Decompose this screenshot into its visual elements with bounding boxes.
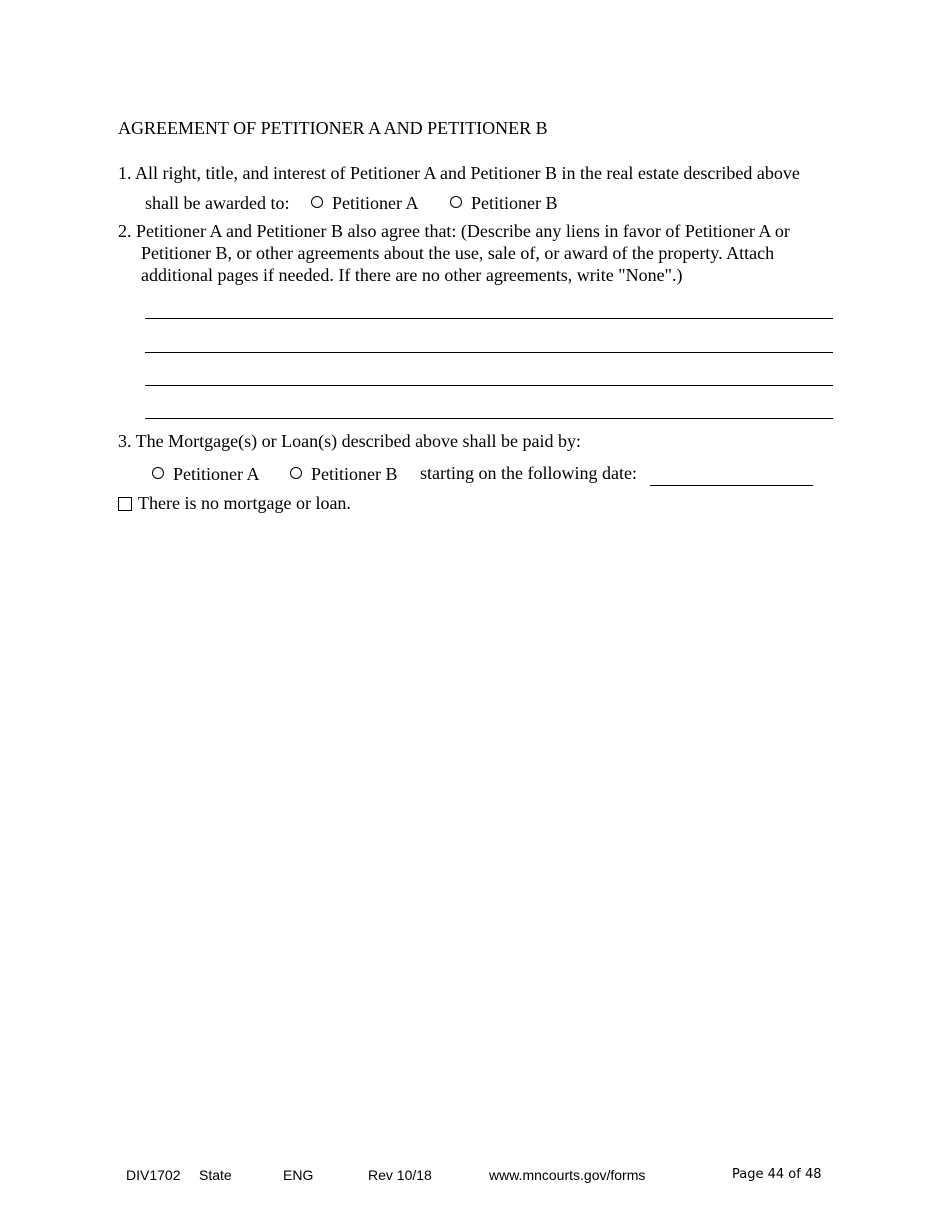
item2-text-line1: 2. Petitioner A and Petitioner B also agree that: (Describe any liens in favor of Petitioner A or (118, 221, 790, 241)
footer-jurisdiction: State (199, 1167, 232, 1183)
footer-language: ENG (283, 1167, 314, 1183)
item2-answer-line-4[interactable] (145, 418, 833, 419)
item3-date-field[interactable] (650, 485, 813, 486)
section-title: AGREEMENT OF PETITIONER A AND PETITIONER B (118, 118, 548, 138)
item2-text-line2: Petitioner B, or other agreements about the use, sale of, or award of the property. Attach (141, 243, 775, 263)
item2-answer-line-1[interactable] (145, 318, 833, 319)
footer-page-number: Page 44 of 48 (732, 1167, 822, 1182)
item3-text: 3. The Mortgage(s) or Loan(s) described above shall be paid by: (118, 431, 582, 451)
item1-petitioner-b-radio[interactable] (450, 196, 462, 208)
item2-answer-line-3[interactable] (145, 385, 833, 386)
no-mortgage-checkbox[interactable] (118, 497, 132, 511)
item3-date-label: starting on the following date: (420, 463, 637, 483)
item1-awarded-label: shall be awarded to: (145, 193, 290, 213)
item1-petitioner-a-radio[interactable] (311, 196, 323, 208)
footer-revision: Rev 10/18 (368, 1167, 432, 1183)
item3-petitioner-a-radio[interactable] (152, 467, 164, 479)
item2-text-line3: additional pages if needed. If there are no other agreements, write "None".) (141, 265, 683, 285)
item3-petitioner-b-label: Petitioner B (311, 464, 398, 484)
item1-petitioner-a-label: Petitioner A (332, 193, 419, 213)
footer-form-number: DIV1702 (126, 1167, 181, 1183)
item2-answer-line-2[interactable] (145, 352, 833, 353)
item3-petitioner-b-radio[interactable] (290, 467, 302, 479)
item3-petitioner-a-label: Petitioner A (173, 464, 260, 484)
item1-petitioner-b-label: Petitioner B (471, 193, 558, 213)
item1-text: 1. All right, title, and interest of Petitioner A and Petitioner B in the real estate described above (118, 163, 800, 183)
no-mortgage-label: There is no mortgage or loan. (138, 493, 351, 513)
footer-website[interactable]: www.mncourts.gov/forms (489, 1167, 646, 1183)
